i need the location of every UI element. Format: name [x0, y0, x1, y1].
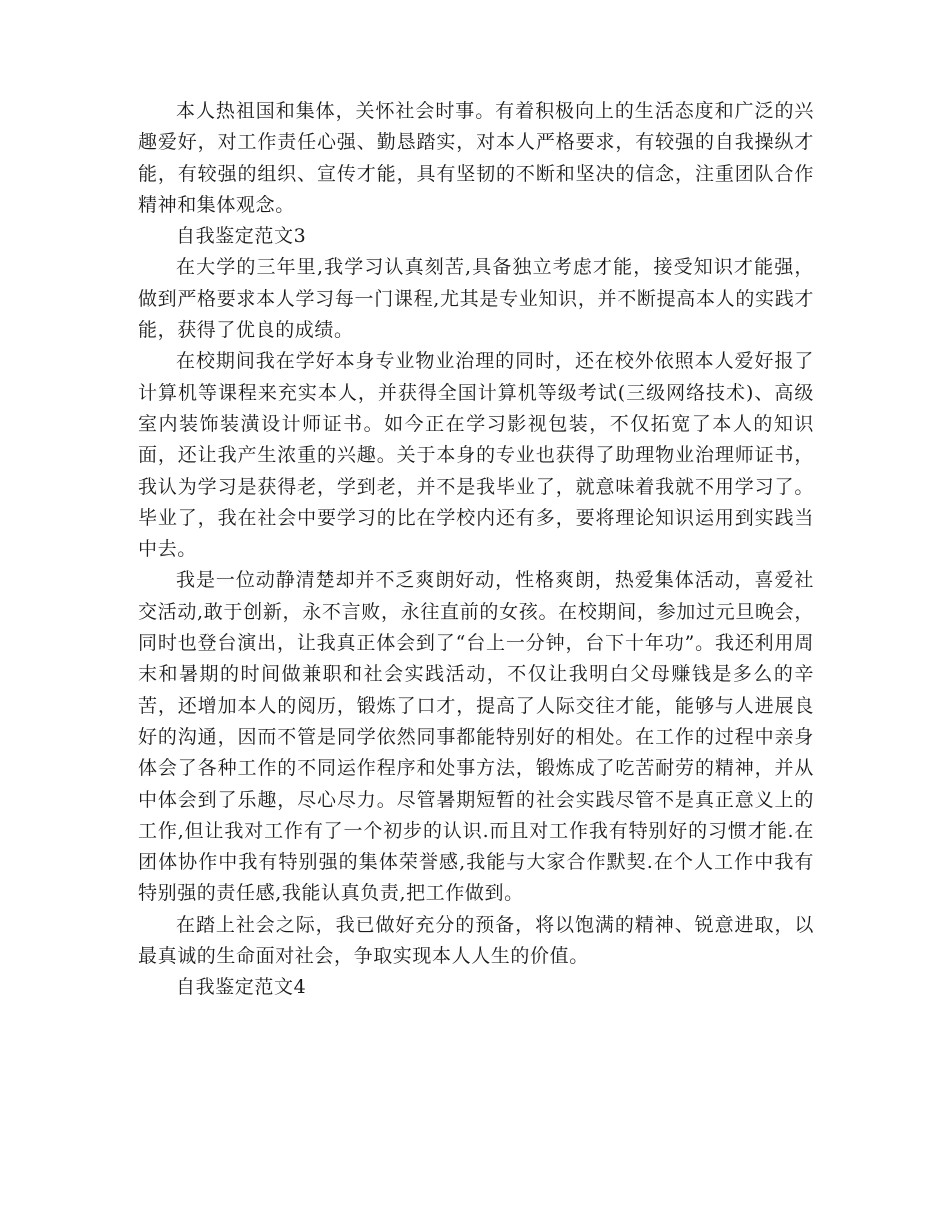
paragraph-study: 在大学的三年里,我学习认真刻苦,具备独立考虑才能，接受知识才能强，做到严格要求本人学习每一门课程,尤其是专业知识，并不断提高本人的实践才能，获得了优良的成绩。 [138, 256, 814, 342]
paragraph-closing: 在踏上社会之际，我已做好充分的预备，将以饱满的精神、锐意进取，以最真诚的生命面对社会，争取实现本人人生的价值。 [138, 913, 814, 968]
document-body [138, 96, 814, 1004]
paragraph-intro: 本人热祖国和集体，关怀社会时事。有着积极向上的生活态度和广泛的兴趣爱好，对工作责任心强、勤恳踏实，对本人严格要求，有较强的自我操纵才能，有较强的组织、宣传才能，具有坚韧的不断和坚决的信念，注重团队合作精神和集体观念。 [138, 100, 814, 216]
paragraph-personality: 我是一位动静清楚却并不乏爽朗好动，性格爽朗，热爱集体活动，喜爱社交活动,敢于创新，永不言败，永往直前的女孩。在校期间，参加过元旦晚会，同时也登台演出，让我真正体会到了“台上一分钟，台下十年功”。我还利用周末和暑期的时间做兼职和社会实践活动，不仅让我明白父母赚钱是多么的辛苦，还增加本人的阅历，锻炼了口才，提高了人际交往才能，能够与人进展良好的沟通，因而不管是同学依然同事都能特别好的相处。在工作的过程中亲身体会了各种工作的不同运作程序和处事方法，锻炼成了吃苦耐劳的精神，并从中体会到了乐趣，尽心尽力。尽管暑期短暂的社会实践尽管不是真正意义上的工作,但让我对工作有了一个初步的认识.而且对工作我有特别好的习惯才能.在团体协作中我有特别强的集体荣誉感,我能与大家合作默契.在个人工作中我有特别强的责任感,我能认真负责,把工作做到。 [138, 569, 814, 905]
section-heading-4: 自我鉴定范文4 [176, 976, 307, 999]
section-heading-3: 自我鉴定范文3 [176, 225, 307, 248]
paragraph-certificates: 在校期间我在学好本身专业物业治理的同时，还在校外依照本人爱好报了计算机等课程来充实本人，并获得全国计算机等级考试(三级网络技术)、高级室内装饰装潢设计师证书。如今正在学习影视包装，不仅拓宽了本人的知识面，还让我产生浓重的兴趣。关于本身的专业也获得了助理物业治理师证书，我认为学习是获得老，学到老，并不是我毕业了，就意味着我就不用学习了。毕业了，我在社会中要学习的比在学校内还有多，要将理论知识运用到实践当中去。 [138, 350, 814, 561]
